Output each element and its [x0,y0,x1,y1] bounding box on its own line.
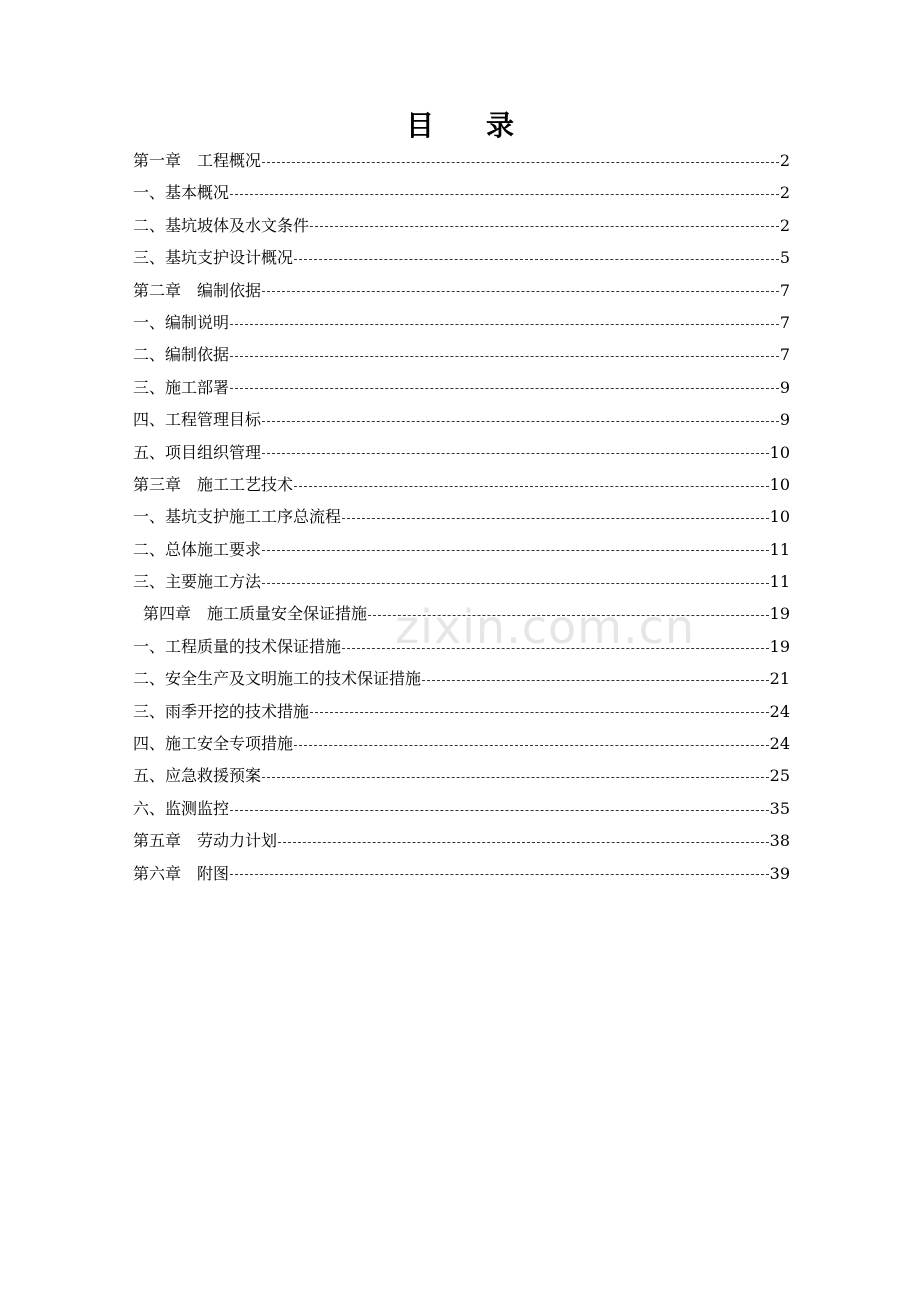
toc-section-entry[interactable] [133,437,790,469]
toc-dot-leader [310,226,779,227]
toc-page-number: 19 [769,604,790,624]
toc-list [133,145,790,890]
toc-entry-text: 项目组织管理 [165,442,262,462]
toc-entry-label [143,598,367,630]
toc-entry-prefix: 一、 [133,312,166,332]
toc-section-entry[interactable] [133,696,790,728]
toc-dot-leader [230,324,779,325]
toc-page-number: 39 [769,863,790,883]
toc-entry-text: 监测监控 [165,798,230,818]
toc-entry-prefix: 第二章 [133,280,182,300]
toc-entry-prefix: 五、 [133,766,166,786]
toc-entry-label [133,210,309,242]
toc-chapter-entry[interactable] [133,469,790,501]
toc-entry-label [133,469,293,501]
toc-entry-text: 施工安全专项措施 [165,734,294,754]
toc-entry-label [133,339,229,371]
toc-section-entry[interactable] [133,663,790,695]
toc-chapter-entry[interactable] [133,858,790,890]
toc-page-number: 24 [769,734,790,754]
toc-page-number: 2 [779,151,790,170]
toc-page-number: 10 [769,507,790,527]
toc-page-number: 2 [779,215,790,235]
toc-page-number: 19 [769,636,790,656]
toc-entry-prefix: 二、 [133,215,166,235]
toc-entry-prefix: 第四章 [143,604,192,624]
toc-dot-leader [230,810,769,811]
toc-entry-label [133,404,261,436]
toc-page-number: 25 [769,766,790,786]
toc-entry-text: 施工部署 [165,377,230,397]
toc-entry-label [133,858,229,890]
toc-dot-leader [294,745,769,746]
toc-dot-leader [230,388,779,389]
toc-page-number: 35 [769,798,790,818]
toc-page-number: 24 [769,701,790,721]
toc-dot-leader [230,194,779,195]
toc-entry-label [133,696,309,728]
toc-page-number: 7 [779,345,790,365]
toc-section-entry[interactable] [133,177,790,209]
toc-section-entry[interactable] [133,760,790,792]
toc-dot-leader [368,615,769,616]
toc-entry-text: 编制依据 [165,345,230,365]
toc-entry-prefix: 第六章 [133,863,182,883]
toc-entry-text: 主要施工方法 [165,572,262,592]
watermark: zixin.com.cn [395,600,696,654]
toc-entry-text: 安全生产及文明施工的技术保证措施 [165,669,422,689]
toc-section-entry[interactable] [133,534,790,566]
toc-entry-text: 工程管理目标 [165,410,262,430]
toc-page-number: 10 [769,442,790,462]
toc-chapter-entry[interactable] [133,598,790,630]
toc-entry-prefix: 六、 [133,798,166,818]
toc-dot-leader [278,842,769,843]
toc-entry-label [133,534,261,566]
toc-entry-prefix: 三、 [133,377,166,397]
toc-entry-text: 总体施工要求 [165,539,262,559]
toc-entry-text: 基坑支护施工工序总流程 [165,507,342,527]
toc-entry-label [133,501,341,533]
toc-page-number: 5 [779,248,790,268]
toc-entry-prefix: 三、 [133,248,166,268]
toc-entry-prefix: 二、 [133,345,166,365]
toc-entry-text: 编制说明 [165,312,230,332]
toc-dot-leader [294,486,769,487]
toc-entry-label [133,728,293,760]
toc-entry-prefix: 第五章 [133,831,182,851]
toc-dot-leader [262,550,769,551]
toc-chapter-entry[interactable] [133,275,790,307]
toc-dot-leader [262,162,779,163]
toc-entry-text: 编制依据 [197,280,262,300]
toc-section-entry[interactable] [133,242,790,274]
toc-entry-text: 应急救援预案 [165,766,262,786]
toc-chapter-entry[interactable] [133,145,790,177]
toc-entry-prefix: 一、 [133,183,166,203]
toc-section-entry[interactable] [133,307,790,339]
toc-entry-text: 雨季开挖的技术措施 [165,701,310,721]
toc-page-number: 38 [769,831,790,851]
toc-entry-prefix: 一、 [133,636,166,656]
toc-entry-prefix: 第一章 [133,151,182,170]
toc-entry-prefix: 三、 [133,701,166,721]
toc-section-entry[interactable] [133,728,790,760]
toc-page-number: 21 [769,669,790,689]
toc-entry-prefix: 二、 [133,669,166,689]
toc-page-number: 7 [779,312,790,332]
toc-dot-leader [230,356,779,357]
toc-entry-label [133,760,261,792]
toc-entry-prefix: 三、 [133,572,166,592]
toc-dot-leader [422,680,769,681]
toc-entry-text: 基本概况 [165,183,230,203]
toc-title [0,106,920,146]
toc-page-number: 10 [769,474,790,494]
toc-dot-leader [262,777,769,778]
toc-section-entry[interactable] [133,339,790,371]
toc-entry-label [133,177,229,209]
toc-section-entry[interactable] [133,501,790,533]
toc-entry-label [133,793,229,825]
toc-dot-leader [262,291,779,292]
toc-entry-prefix: 四、 [133,410,166,430]
toc-title-char-2: 录 [486,109,515,142]
toc-entry-label [133,825,277,857]
toc-section-entry[interactable] [133,566,790,598]
toc-dot-leader [342,648,769,649]
toc-entry-label [133,307,229,339]
toc-entry-label [133,242,293,274]
toc-dot-leader [294,259,779,260]
toc-entry-prefix: 四、 [133,734,166,754]
toc-dot-leader [310,712,769,713]
toc-chapter-entry[interactable] [133,825,790,857]
toc-dot-leader [262,583,769,584]
toc-entry-text: 施工质量安全保证措施 [207,604,368,624]
toc-dot-leader [262,421,779,422]
toc-entry-label [133,372,229,404]
toc-entry-label [133,631,341,663]
toc-section-entry[interactable] [133,210,790,242]
toc-page-number: 7 [779,280,790,300]
toc-title-char-1: 目 [405,109,434,142]
toc-page-number: 2 [779,183,790,203]
toc-section-entry[interactable] [133,631,790,663]
toc-dot-leader [342,518,769,519]
toc-dot-leader [230,874,769,875]
toc-entry-label [133,145,261,177]
toc-section-entry[interactable] [133,372,790,404]
toc-page-number: 11 [769,539,790,559]
toc-page-number: 11 [769,572,790,592]
toc-entry-prefix: 第三章 [133,474,182,494]
toc-page-number: 9 [779,377,790,397]
toc-entry-text: 工程质量的技术保证措施 [165,636,342,656]
toc-entry-text: 附图 [197,863,230,883]
toc-entry-text: 施工工艺技术 [197,474,294,494]
toc-entry-label [133,566,261,598]
toc-entry-prefix: 一、 [133,507,166,527]
toc-section-entry[interactable] [133,793,790,825]
toc-entry-text: 工程概况 [197,151,262,170]
toc-entry-text: 基坑坡体及水文条件 [165,215,310,235]
toc-entry-label [133,437,261,469]
toc-entry-prefix: 五、 [133,442,166,462]
toc-entry-label [133,663,421,695]
toc-entry-label [133,275,261,307]
toc-page-number: 9 [779,410,790,430]
toc-section-entry[interactable] [133,404,790,436]
toc-dot-leader [262,453,769,454]
toc-entry-text: 劳动力计划 [197,831,278,851]
toc-entry-prefix: 二、 [133,539,166,559]
toc-entry-text: 基坑支护设计概况 [165,248,294,268]
